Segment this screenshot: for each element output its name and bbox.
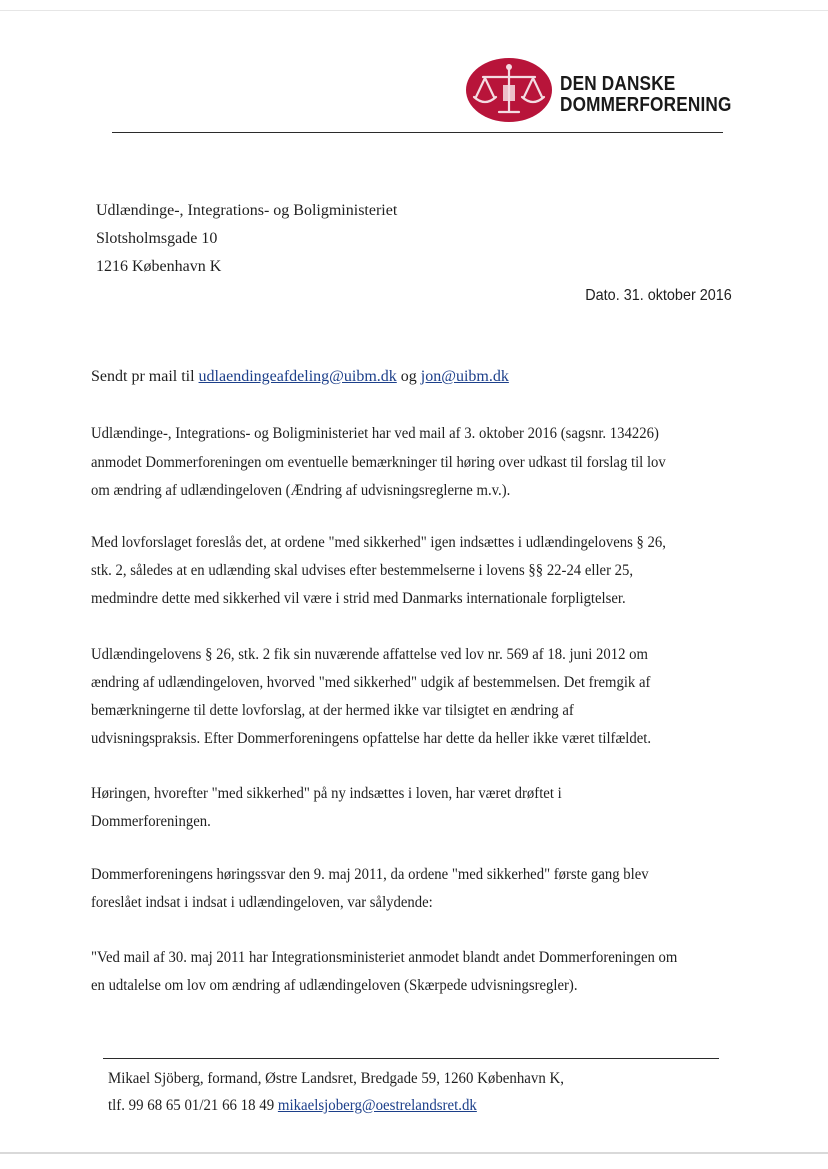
recipient-name: Udlændinge-, Integrations- og Boligministeriet [96,202,398,219]
paragraph-5-line: foreslået indsat i indsat i udlændingeloven, var sålydende: [91,894,433,911]
paragraph-3-line: ændring af udlændingeloven, hvorved "med sikkerhed" udgik af bestemmelsen. Det fremgik af [91,674,651,691]
org-name-line1: DEN DANSKE [560,73,676,95]
scales-of-justice-logo [465,57,553,123]
paragraph-6-line: en udtalelse om lov om ændring af udlændingeloven (Skærpede udvisningsregler). [91,977,578,994]
header-rule [112,132,723,133]
paragraph-3-line: udvisningspraksis. Efter Dommerforeningens opfattelse har dette da heller ikke været tilfældet. [91,730,652,747]
paragraph-6-line: "Ved mail af 30. maj 2011 har Integrationsministeriet anmodet blandt andet Dommerforeningen om [91,949,678,966]
paragraph-2-line: medmindre dette med sikkerhed vil være i strid med Danmarks internationale forpligtelser. [91,590,626,607]
organization-name [560,74,732,116]
recipient-street: Slotsholmsgade 10 [96,230,218,247]
footer-rule [103,1058,719,1059]
paragraph-4-line: Høringen, hvorefter "med sikkerhed" på ny indsættes i loven, har været drøftet i [91,785,562,802]
paragraph-4-line: Dommerforeningen. [91,813,211,830]
scan-edge-top [0,10,828,11]
paragraph-1-line: Udlændinge-, Integrations- og Boligministeriet har ved mail af 3. oktober 2016 (sagsnr. 134226) [91,425,659,442]
email-link-udlaendingeafdeling[interactable]: udlaendingeafdeling@uibm.dk [198,368,397,385]
letter-date: Dato. 31. oktober 2016 [585,287,732,304]
sent-by-mail-line [91,368,509,386]
paragraph-5-line: Dommerforeningens høringssvar den 9. maj 2011, da ordene "med sikkerhed" første gang blev [91,866,649,883]
paragraph-1-line: om ændring af udlændingeloven (Ændring af udvisningsreglerne m.v.). [91,482,511,499]
paragraph-2-line: stk. 2, således at en udlænding skal udvises efter bestemmelserne i lovens §§ 22-24 eller 25, [91,562,634,579]
paragraph-3-line: bemærkningerne til dette lovforslag, at der hermed ikke var tilsigtet en ændring af [91,702,574,719]
paragraph-2-line: Med lovforslaget foreslås det, at ordene "med sikkerhed" igen indsættes i udlændingelovens § 26, [91,534,666,551]
org-name-line2: DOMMERFORENING [560,94,732,116]
footer-address: Mikael Sjöberg, formand, Østre Landsret, Bredgade 59, 1260 København K, [108,1070,564,1087]
paragraph-3-line: Udlændingelovens § 26, stk. 2 fik sin nuværende affattelse ved lov nr. 569 af 18. juni 2012 om [91,646,648,663]
footer-email-link[interactable]: mikaelsjoberg@oestrelandsret.dk [277,1097,477,1114]
sent-middle: og [396,368,421,385]
sent-prefix: Sendt pr mail til [91,368,199,385]
recipient-city: 1216 København K [96,258,222,275]
footer-contact [108,1097,477,1115]
footer-phone: tlf. 99 68 65 01/21 66 18 49 [108,1097,278,1114]
email-link-jon[interactable]: jon@uibm.dk [420,368,509,385]
scan-edge-bottom [0,1152,828,1154]
paragraph-1-line: anmodet Dommerforeningen om eventuelle bemærkninger til høring over udkast til forslag til lov [91,454,666,471]
